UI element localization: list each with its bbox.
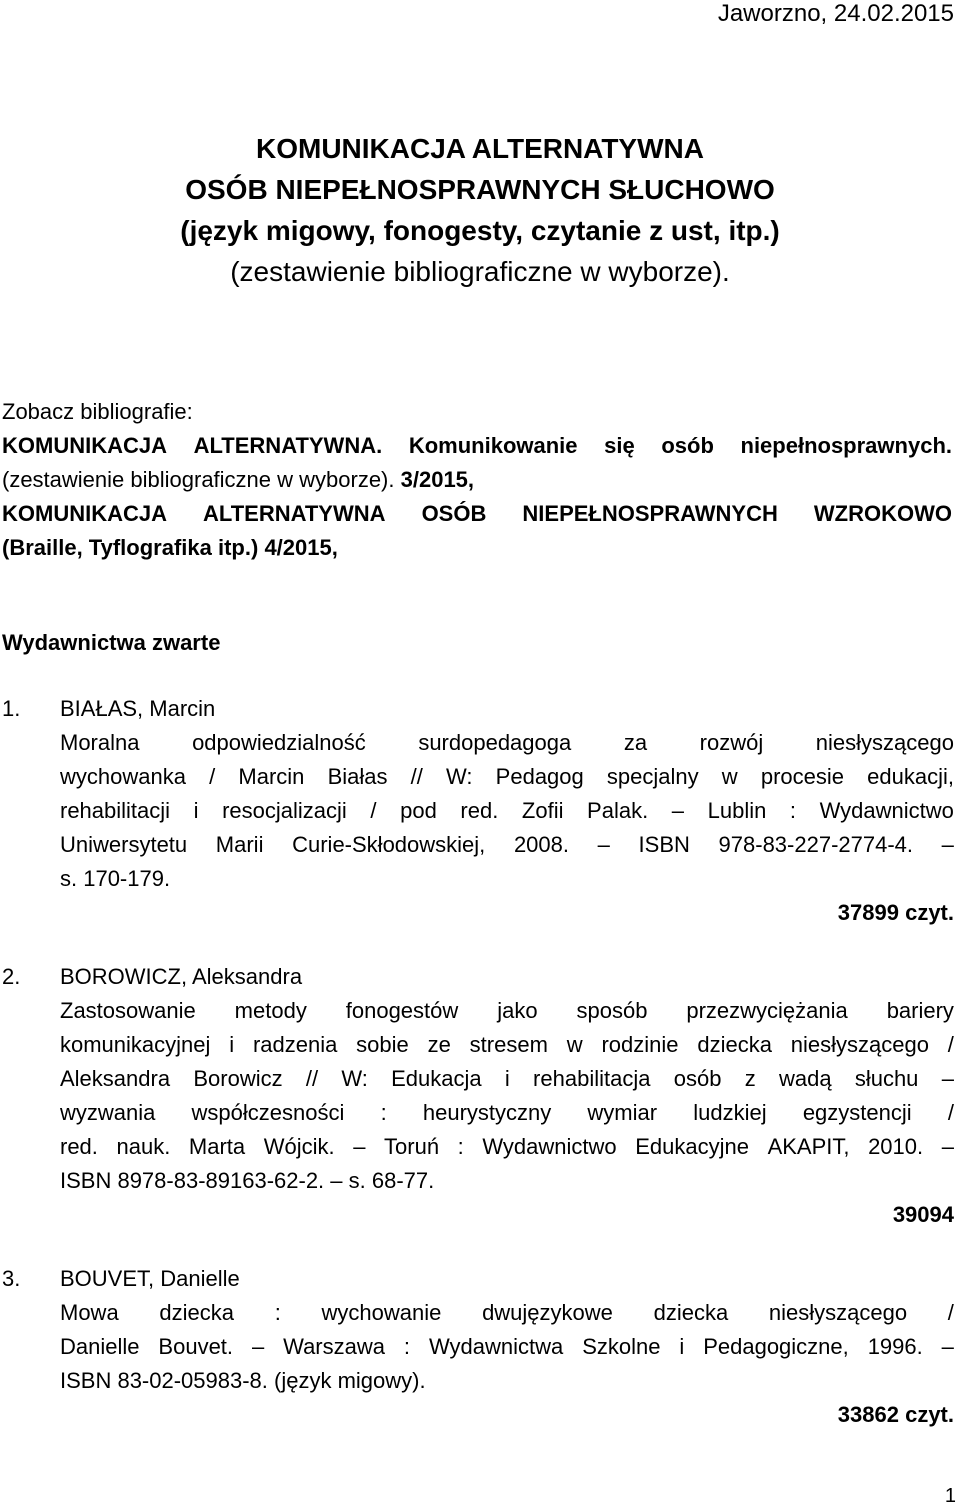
word: // <box>305 1066 319 1091</box>
word: Zastosowanie <box>60 998 196 1023</box>
word: stresem <box>469 1032 548 1057</box>
entry-text-line <box>60 1096 954 1130</box>
entry-text-line <box>60 1062 954 1096</box>
word: ALTERNATYWNA. <box>193 433 383 458</box>
word: heurystyczny <box>422 1100 552 1125</box>
word: / <box>947 1300 954 1325</box>
word: // <box>410 764 423 789</box>
word: – <box>597 832 610 857</box>
word: NIEPEŁNOSPRAWNYCH <box>522 501 778 526</box>
word: Moralna <box>60 730 140 755</box>
title-line-4: (zestawienie bibliograficzne w wyborze). <box>230 256 730 287</box>
word: rozwój <box>699 730 764 755</box>
word: wadą <box>778 1066 832 1091</box>
word: radzenia <box>252 1032 338 1057</box>
word: dziecka <box>159 1300 234 1325</box>
entry-description <box>60 1296 954 1364</box>
word: surdopedagoga <box>418 730 572 755</box>
word: Toruń <box>384 1134 440 1159</box>
entry-body <box>60 692 954 930</box>
word: – <box>353 1134 366 1159</box>
entry-body <box>60 1262 954 1432</box>
entry-text-line <box>60 1296 954 1330</box>
see-also-intro: Zobacz bibliografie: <box>2 399 193 424</box>
bibliography-entry <box>2 692 954 930</box>
word: bariery <box>886 998 954 1023</box>
entry-number: 3. <box>2 1266 21 1291</box>
entry-signature: 33862 czyt. <box>837 1402 954 1427</box>
word: / <box>209 764 216 789</box>
word: 2008. <box>513 832 569 857</box>
entry-text-line <box>60 794 954 828</box>
word: odpowiedzialność <box>192 730 366 755</box>
title-line-2: OSÓB NIEPEŁNOSPRAWNYCH SŁUCHOWO <box>185 174 775 205</box>
see-also-ref-1-number[interactable]: 3/2015, <box>400 467 475 492</box>
entry-last-line: ISBN 83-02-05983-8. (język migowy). <box>60 1368 426 1393</box>
see-also-ref-2-line-1 <box>2 497 952 531</box>
word: Danielle <box>60 1334 140 1359</box>
word: / <box>947 1032 954 1057</box>
word: Komunikowanie <box>408 433 578 458</box>
word: 2010. <box>868 1134 924 1159</box>
bibliography-entry <box>2 1262 954 1432</box>
entry-text-line <box>60 760 954 794</box>
word: niesłyszącego <box>815 730 954 755</box>
entry-last-line: ISBN 8978-83-89163-62-2. – s. 68-77. <box>60 1168 435 1193</box>
see-also-ref-1-line-1 <box>2 429 952 463</box>
word: egzystencji <box>802 1100 912 1125</box>
word: i <box>229 1032 235 1057</box>
entry-signature: 39094 <box>892 1202 954 1227</box>
word: resocjalizacji <box>222 798 347 823</box>
word: / <box>370 798 377 823</box>
word: Borowicz <box>193 1066 283 1091</box>
word: : <box>274 1300 281 1325</box>
word: nauk. <box>116 1134 171 1159</box>
word: Marcin <box>238 764 305 789</box>
word: niesłyszącego <box>768 1300 908 1325</box>
word: Wydawnictwo <box>819 798 954 823</box>
word: Wójcik. <box>263 1134 335 1159</box>
entry-description <box>60 726 954 862</box>
word: w <box>566 1032 583 1057</box>
entry-last-line: s. 170-179. <box>60 866 171 891</box>
word: niepełnosprawnych. <box>740 433 952 458</box>
document-title <box>0 128 960 292</box>
word: Palak. <box>587 798 649 823</box>
entry-number: 2. <box>2 964 21 989</box>
word: fonogestów <box>345 998 459 1023</box>
word: rehabilitacji <box>60 798 171 823</box>
word: Lublin <box>707 798 767 823</box>
page-number: 1 <box>944 1485 956 1507</box>
word: i <box>504 1066 510 1091</box>
word: – <box>671 798 685 823</box>
word: – <box>941 832 954 857</box>
entry-text-line <box>60 1028 954 1062</box>
see-also-ref-1-line-2: (zestawienie bibliograficzne w wyborze). 3/2015, <box>2 467 475 492</box>
word: red. <box>460 798 499 823</box>
word: Edukacyjne <box>635 1134 749 1159</box>
word: – <box>251 1334 265 1359</box>
word: – <box>941 1066 954 1091</box>
word: ze <box>427 1032 451 1057</box>
section-heading: Wydawnictwa zwarte <box>2 630 221 655</box>
word: : <box>789 798 797 823</box>
word: ludzkiej <box>693 1100 767 1125</box>
word: Szkolne <box>582 1334 661 1359</box>
word: wychowanie <box>321 1300 442 1325</box>
word: rehabilitacja <box>533 1066 651 1091</box>
entry-number: 1. <box>2 696 21 721</box>
word: osób <box>661 433 714 458</box>
word: KOMUNIKACJA <box>2 501 167 526</box>
word: sposób <box>576 998 648 1023</box>
title-line-1: KOMUNIKACJA ALTERNATYWNA <box>256 133 704 164</box>
word: Wydawnictwo <box>482 1134 617 1159</box>
word: 1996. <box>867 1334 923 1359</box>
word: wymiar <box>587 1100 658 1125</box>
word: red. <box>60 1134 98 1159</box>
word: i <box>193 798 199 823</box>
word: ISBN <box>638 832 690 857</box>
entry-text-line <box>60 726 954 760</box>
word: Uniwersytetu <box>60 832 188 857</box>
word: w <box>721 764 738 789</box>
word: Wydawnictwa <box>428 1334 564 1359</box>
word: jako <box>497 998 538 1023</box>
word: procesie <box>760 764 844 789</box>
word: Zofii <box>521 798 564 823</box>
word: rodzinie <box>601 1032 679 1057</box>
word: WZROKOWO <box>813 501 952 526</box>
entry-text-line <box>60 1330 954 1364</box>
word: Pedagog <box>495 764 584 789</box>
bibliography-entry <box>2 960 954 1232</box>
word: z <box>744 1066 756 1091</box>
word: : <box>457 1134 464 1159</box>
word: i <box>679 1334 685 1359</box>
word: W: <box>341 1066 368 1091</box>
word: OSÓB <box>421 501 487 526</box>
word: dziecka <box>697 1032 772 1057</box>
word: komunikacyjnej <box>60 1032 211 1057</box>
word: : <box>403 1334 411 1359</box>
word: słuchu <box>854 1066 919 1091</box>
word: ALTERNATYWNA <box>203 501 386 526</box>
entry-signature: 37899 czyt. <box>837 900 954 925</box>
word: Pedagogiczne, <box>703 1334 849 1359</box>
word: Curie-Skłodowskiej, <box>292 832 486 857</box>
word: współczesności <box>191 1100 345 1125</box>
title-line-3: (język migowy, fonogesty, czytanie z ust, itp.) <box>180 215 780 246</box>
entry-text-line <box>60 994 954 1028</box>
word: się <box>604 433 635 458</box>
document-date: Jaworzno, 24.02.2015 <box>717 0 954 27</box>
word: osób <box>673 1066 722 1091</box>
word: przezwyciężania <box>686 998 848 1023</box>
word: AKAPIT, <box>767 1134 850 1159</box>
word: specjalny <box>606 764 699 789</box>
word: Warszawa <box>283 1334 385 1359</box>
word: Aleksandra <box>60 1066 171 1091</box>
entry-author: BIAŁAS, Marcin <box>60 696 216 721</box>
entry-author: BOUVET, Danielle <box>60 1266 240 1291</box>
word: – <box>941 1334 954 1359</box>
word: Białas <box>327 764 388 789</box>
word: 978-83-227-2774-4. <box>718 832 914 857</box>
see-also-ref-2-line-2: (Braille, Tyflografika itp.) 4/2015, <box>2 535 338 560</box>
word: pod <box>400 798 437 823</box>
word: wychowanka <box>60 764 186 789</box>
word: metody <box>234 998 307 1023</box>
word: edukacji, <box>867 764 954 789</box>
entry-text-line <box>60 1130 954 1164</box>
word: wyzwania <box>60 1100 156 1125</box>
word: dwujęzykowe <box>482 1300 613 1325</box>
word: / <box>947 1100 954 1125</box>
entry-description <box>60 994 954 1164</box>
see-also-block <box>2 395 952 565</box>
see-also-ref-2-number[interactable]: 4/2015, <box>264 535 338 560</box>
word: KOMUNIKACJA <box>2 433 167 458</box>
entry-author: BOROWICZ, Aleksandra <box>60 964 303 989</box>
word: sobie <box>356 1032 409 1057</box>
word: za <box>623 730 648 755</box>
word: Edukacja <box>391 1066 482 1091</box>
word: W: <box>446 764 473 789</box>
entry-body <box>60 960 954 1232</box>
word: dziecka <box>653 1300 729 1325</box>
word: Marta <box>188 1134 246 1159</box>
word: Mowa <box>60 1300 119 1325</box>
word: Bouvet. <box>158 1334 234 1359</box>
entry-text-line <box>60 828 954 862</box>
word: – <box>941 1134 954 1159</box>
word: niesłyszącego <box>790 1032 929 1057</box>
word: : <box>380 1100 387 1125</box>
word: Marii <box>215 832 264 857</box>
